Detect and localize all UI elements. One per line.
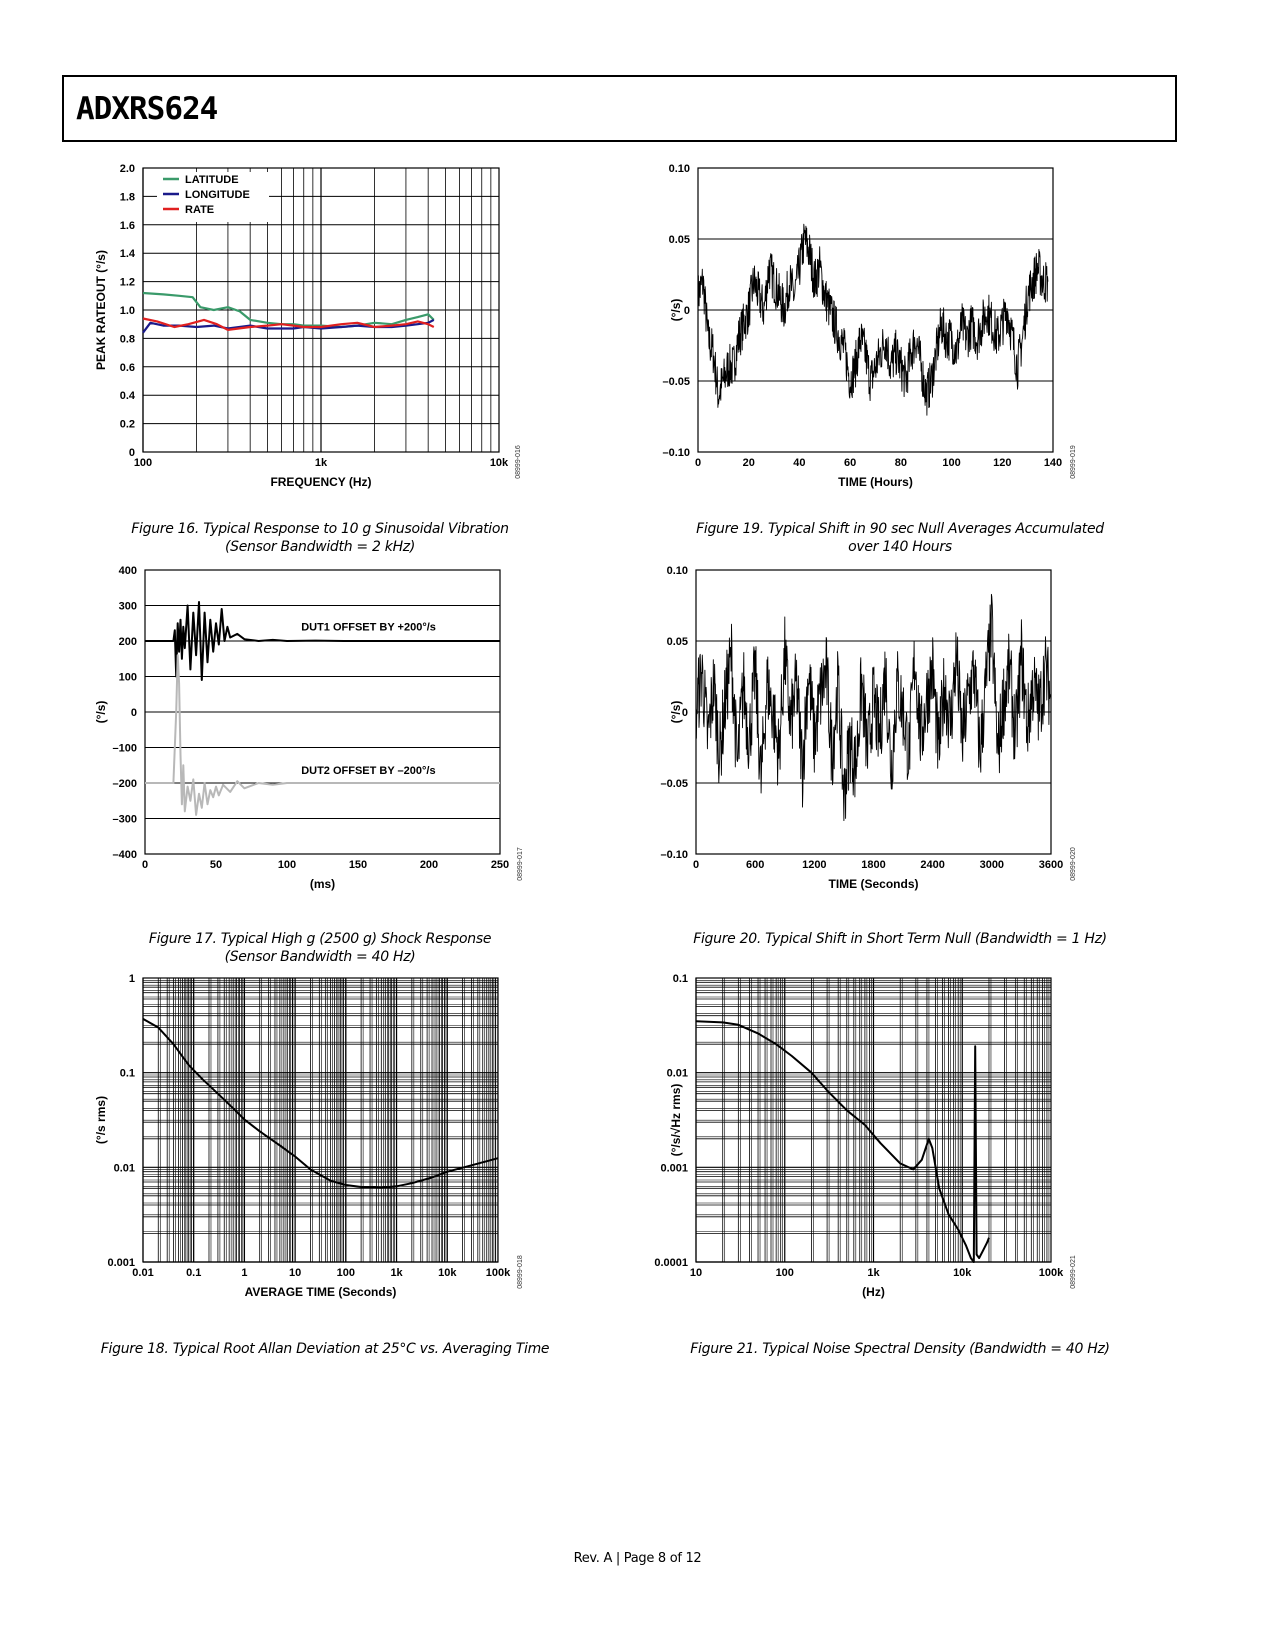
legend-label: LATITUDE xyxy=(185,174,239,186)
y-tick-label: 0.001 xyxy=(660,1162,688,1175)
x-tick-label: 200 xyxy=(419,859,439,871)
y-tick-label: –400 xyxy=(112,849,137,861)
x-tick-label: 0.1 xyxy=(186,1267,202,1279)
x-tick-label: 0.01 xyxy=(132,1267,154,1279)
x-tick-label: 100k xyxy=(485,1267,511,1279)
tick-labels xyxy=(654,973,1064,1279)
x-tick-label: 1 xyxy=(241,1267,248,1279)
x-tick-label: 0 xyxy=(141,859,149,871)
caption-line2: (Sensor Bandwidth = 2 kHz) xyxy=(224,539,416,555)
y-tick-label: –100 xyxy=(112,742,137,755)
caption-line1: Figure 20. Typical Shift in Short Term Null (Bandwidth = 1 Hz) xyxy=(693,931,1107,947)
y-tick-label: 0 xyxy=(130,707,137,719)
x-tick-label: 20 xyxy=(742,457,755,469)
y-tick-label: 300 xyxy=(118,600,137,613)
series-line xyxy=(696,594,1051,820)
y-tick-label: 100 xyxy=(118,671,137,684)
x-tick-label: 40 xyxy=(793,457,806,469)
chart-fig21 xyxy=(654,973,1120,1323)
y-tick-label: –0.05 xyxy=(662,376,690,388)
series-line xyxy=(696,1021,989,1262)
y-tick-label: 1 xyxy=(128,973,135,985)
legend-label: RATE xyxy=(185,204,215,216)
x-tick-label: 1800 xyxy=(861,859,886,871)
caption-line1: Figure 19. Typical Shift in 90 sec Null Averages Accumulated xyxy=(696,521,1104,537)
y-tick-label: 0.6 xyxy=(119,361,135,374)
caption-line1: Figure 17. Typical High g (2500 g) Shock Response xyxy=(148,931,492,947)
y-tick-label: 0.8 xyxy=(119,333,135,346)
y-tick-label: 0 xyxy=(683,305,690,317)
x-axis-label: (Hz) xyxy=(862,1285,885,1299)
y-tick-label: 400 xyxy=(118,565,137,577)
annotation: DUT1 OFFSET BY +200°/s xyxy=(301,621,436,634)
x-axis-label: TIME (Seconds) xyxy=(828,877,919,891)
x-tick-label: 10k xyxy=(438,1267,457,1279)
y-axis-label: PEAK RATEOUT (°/s) xyxy=(94,250,108,370)
x-tick-label: 150 xyxy=(348,859,368,871)
figure-code: 08999-019 xyxy=(1070,445,1077,479)
y-tick-label: –0.05 xyxy=(660,778,688,790)
y-tick-label: 0.05 xyxy=(668,234,690,246)
caption-line2: over 140 Hours xyxy=(848,539,952,555)
y-tick-label: 2.0 xyxy=(119,163,135,175)
x-tick-label: 1200 xyxy=(802,859,827,871)
y-axis-label: (°/s) xyxy=(669,700,683,724)
caption-line2: (Sensor Bandwidth = 40 Hz) xyxy=(224,949,416,965)
figure-code: 08999-021 xyxy=(1070,1255,1077,1289)
x-tick-label: 100 xyxy=(277,859,297,871)
x-tick-label: 0 xyxy=(694,457,702,469)
y-tick-label: 1.6 xyxy=(119,219,135,232)
y-tick-label: 0.1 xyxy=(672,973,688,985)
annotation: DUT2 OFFSET BY –200°/s xyxy=(301,765,436,778)
x-tick-label: 100 xyxy=(336,1267,356,1279)
x-axis-label: AVERAGE TIME (Seconds) xyxy=(244,1285,397,1299)
caption-line1: Figure 16. Typical Response to 10 g Sinusoidal Vibration xyxy=(131,521,509,537)
x-tick-label: 10 xyxy=(289,1267,302,1279)
y-tick-label: 0.2 xyxy=(119,418,135,431)
y-axis-label: (°/s/√Hz rms) xyxy=(669,1083,683,1157)
caption-fig18 xyxy=(85,1340,565,1358)
grid xyxy=(696,570,1051,854)
y-tick-label: 200 xyxy=(118,636,137,648)
chart-fig20 xyxy=(660,565,1120,915)
chart-fig18 xyxy=(94,973,545,1323)
y-tick-label: 1.8 xyxy=(119,191,135,204)
x-tick-label: 3000 xyxy=(979,859,1005,871)
series-line xyxy=(698,224,1048,415)
y-tick-label: 0.0001 xyxy=(654,1257,688,1269)
y-tick-label: 0.01 xyxy=(113,1162,135,1175)
x-tick-label: 3600 xyxy=(1038,859,1064,871)
y-tick-label: 0 xyxy=(681,707,688,719)
x-axis-label: TIME (Hours) xyxy=(838,475,913,489)
figure-code: 08999-017 xyxy=(517,847,524,881)
chart-fig19 xyxy=(662,160,1120,500)
x-tick-label: 10k xyxy=(489,457,509,469)
y-tick-label: –0.10 xyxy=(660,849,688,861)
page-footer: Rev. A | Page 8 of 12 xyxy=(573,1551,702,1566)
x-tick-label: 100 xyxy=(942,457,961,469)
caption-fig17 xyxy=(85,930,555,966)
x-tick-label: 50 xyxy=(209,859,223,871)
y-tick-label: 1.4 xyxy=(119,248,135,261)
caption-line1: Figure 21. Typical Noise Spectral Density (Bandwidth = 40 Hz) xyxy=(690,1341,1110,1357)
y-tick-label: 0.10 xyxy=(668,163,690,175)
caption-line1: Figure 18. Typical Root Allan Deviation at 25°C vs. Averaging Time xyxy=(100,1341,550,1357)
x-tick-label: 10k xyxy=(953,1267,972,1279)
tick-labels xyxy=(107,973,511,1279)
y-tick-label: 0.001 xyxy=(107,1257,135,1269)
x-axis-label: (ms) xyxy=(309,877,336,891)
x-tick-label: 0 xyxy=(692,859,700,871)
x-axis-label: FREQUENCY (Hz) xyxy=(270,475,372,489)
y-tick-label: 0.10 xyxy=(666,565,688,577)
y-axis-label: (°/s) xyxy=(94,700,108,724)
x-tick-label: 1k xyxy=(314,457,328,469)
grid xyxy=(698,168,1053,452)
y-tick-label: 0.05 xyxy=(666,636,688,648)
x-tick-label: 100k xyxy=(1038,1267,1064,1279)
x-tick-label: 80 xyxy=(894,457,907,469)
y-tick-label: 0.4 xyxy=(119,390,135,403)
y-axis-label: (°/s rms) xyxy=(94,1095,108,1145)
legend-label: LONGITUDE xyxy=(185,189,250,201)
x-tick-label: 2400 xyxy=(920,859,945,871)
y-tick-label: 0.1 xyxy=(119,1067,135,1080)
caption-fig21 xyxy=(665,1340,1135,1358)
x-tick-label: 250 xyxy=(490,859,510,871)
x-tick-label: 140 xyxy=(1043,457,1063,469)
caption-fig20 xyxy=(665,930,1135,948)
chart-fig16 xyxy=(95,160,535,500)
legend xyxy=(157,172,269,222)
caption-fig19 xyxy=(665,520,1135,556)
y-tick-label: –0.10 xyxy=(662,447,690,459)
grid xyxy=(143,978,498,1262)
x-tick-label: 600 xyxy=(745,859,765,871)
x-tick-label: 100 xyxy=(133,457,153,469)
figure-code: 08999-016 xyxy=(515,445,522,479)
y-tick-label: 1.0 xyxy=(119,305,135,317)
y-tick-label: –300 xyxy=(112,813,137,826)
y-tick-label: 1.2 xyxy=(119,276,135,289)
y-tick-label: 0.01 xyxy=(666,1067,688,1080)
figure-code: 08999-018 xyxy=(517,1255,524,1289)
y-axis-label: (°/s) xyxy=(669,298,683,322)
y-tick-label: 0 xyxy=(128,447,135,459)
chart-fig17 xyxy=(94,565,545,915)
series-line-dut2 xyxy=(145,655,500,815)
x-tick-label: 60 xyxy=(844,457,857,469)
x-tick-label: 1k xyxy=(867,1267,880,1279)
y-tick-label: –200 xyxy=(112,778,137,790)
caption-fig16 xyxy=(85,520,555,556)
grid xyxy=(696,978,1051,1262)
x-tick-label: 100 xyxy=(775,1267,794,1279)
page-title: ADXRS624 xyxy=(76,91,218,127)
header-box xyxy=(62,75,1177,142)
x-tick-label: 1k xyxy=(390,1267,403,1279)
tick-labels xyxy=(113,565,510,871)
x-tick-label: 10 xyxy=(689,1267,703,1279)
x-tick-label: 120 xyxy=(993,457,1012,469)
figure-code: 08999-020 xyxy=(1070,847,1077,881)
